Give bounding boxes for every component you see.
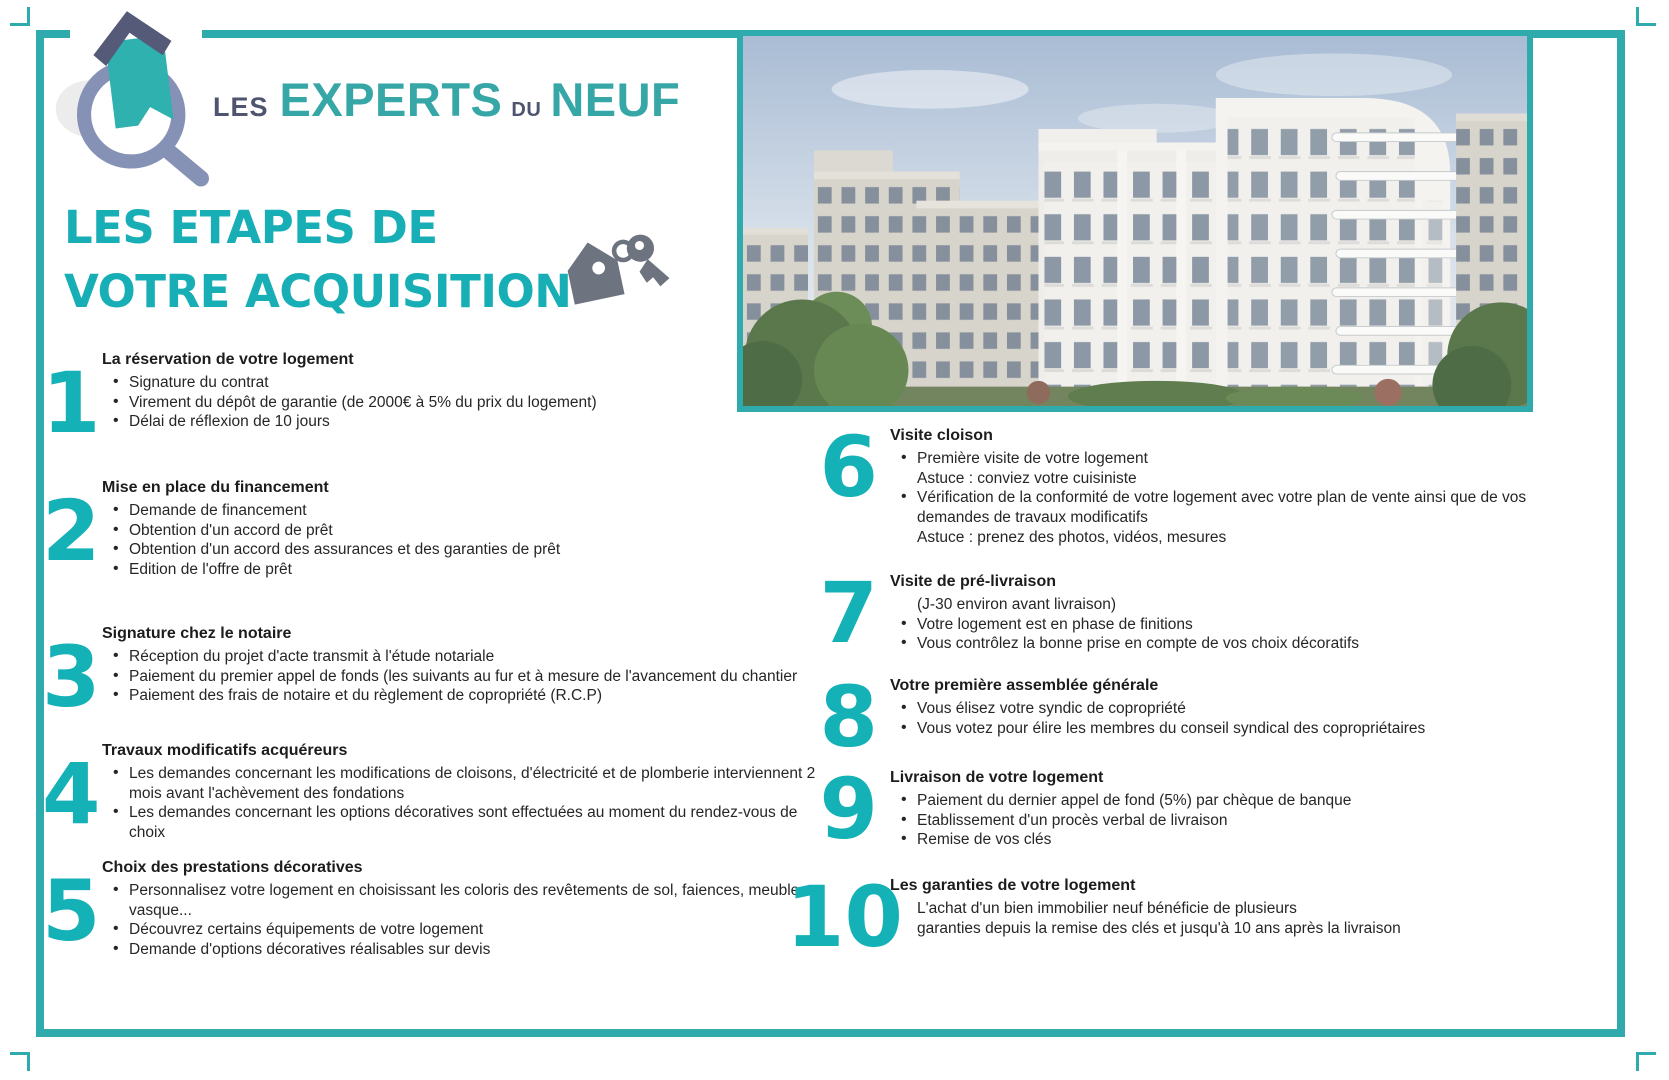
step-6-number: 6 xyxy=(819,418,878,516)
step-7-number: 7 xyxy=(819,564,878,662)
step-text-line: L'achat d'un bien immobilier neuf bénéficie de plusieurs xyxy=(917,900,1297,917)
step-bullet-item: • Vous contrôlez la bonne prise en compte de vos choix décoratifs xyxy=(890,634,1542,654)
step-bullet-item: • Première visite de votre logement xyxy=(890,449,1542,469)
step-9 xyxy=(786,760,1556,858)
step-6-items xyxy=(890,449,1542,547)
page-title-line1: LES ETAPES DE xyxy=(64,201,438,254)
step-bullet-item: • Edition de l'offre de prêt xyxy=(102,560,826,580)
step-1-number: 1 xyxy=(42,354,101,452)
step-text-line: (J-30 environ avant livraison) xyxy=(917,596,1117,613)
step-bullet-item: • Paiement des frais de notaire et du règlement de copropriété (R.C.P) xyxy=(102,686,826,706)
brand-experts: EXPERTS xyxy=(279,73,503,126)
step-bullet-item: • Délai de réflexion de 10 jours xyxy=(102,412,826,432)
corner-bracket-bottom-right xyxy=(1636,1052,1656,1071)
step-bullet-item: • Vous élisez votre syndic de copropriété xyxy=(890,699,1542,719)
corner-bracket-bottom-left xyxy=(10,1052,30,1071)
brand-les: LES xyxy=(213,92,269,122)
step-2-title: Mise en place du financement xyxy=(102,479,329,496)
step-bullet-item: • Obtention d'un accord des assurances et des garanties de prêt xyxy=(102,540,826,560)
step-bullet-item: • Remise de vos clés xyxy=(890,830,1542,850)
page-title-line2: VOTRE ACQUISITION xyxy=(64,264,572,318)
step-bullet-item: • Demande de financement xyxy=(102,501,826,521)
step-8-title: Votre première assemblée générale xyxy=(890,677,1159,694)
house-keychain-keys-icon xyxy=(556,220,674,315)
step-1 xyxy=(42,350,854,452)
step-bullet-item: • Les demandes concernant les options décoratives sont effectuées au moment du rendez-vous de choix xyxy=(102,803,826,842)
step-5-title: Choix des prestations décoratives xyxy=(102,859,363,876)
step-5 xyxy=(42,858,854,960)
step-3-title: Signature chez le notaire xyxy=(102,625,292,642)
step-9-title: Livraison de votre logement xyxy=(890,769,1104,786)
step-bullet-item: • Demande d'options décoratives réalisables sur devis xyxy=(102,940,826,960)
step-5-items xyxy=(102,881,826,960)
step-bullet-item: • Paiement du dernier appel de fond (5%) par chèque de banque xyxy=(890,791,1542,811)
step-bullet-item: • Découvrez certains équipements de votre logement xyxy=(102,920,826,940)
step-9-items xyxy=(890,791,1542,850)
house-magnifier-icon xyxy=(52,0,217,195)
brand-neuf: NEUF xyxy=(550,73,681,126)
step-bullet-item: • Vous votez pour élire les membres du conseil syndical des copropriétaires xyxy=(890,719,1542,739)
step-bullet-item: • Paiement du premier appel de fonds (les suivants au fur et à mesure de l'avancement du chantier xyxy=(102,667,826,687)
corner-bracket-top-right xyxy=(1636,7,1656,26)
step-bullet-item: • Personnalisez votre logement en choisissant les coloris des revêtements de sol, faiences, meuble vasque... xyxy=(102,881,826,920)
step-4-title: Travaux modificatifs acquéreurs xyxy=(102,742,348,759)
step-4-number: 4 xyxy=(42,745,101,843)
brand-wordmark xyxy=(213,72,680,127)
step-3 xyxy=(42,624,854,726)
corner-bracket-top-left xyxy=(10,7,30,26)
step-bullet-item: • Réception du projet d'acte transmit à l'étude notariale xyxy=(102,647,826,667)
step-2 xyxy=(42,478,854,580)
step-4-items xyxy=(102,764,826,843)
step-bullet-item: • Signature du contrat xyxy=(102,373,826,393)
step-7 xyxy=(786,564,1556,662)
step-text-line: garanties depuis la remise des clés et jusqu'à 10 ans après la livraison xyxy=(917,919,1401,937)
step-bullet-item: • Virement du dépôt de garantie (de 2000€ à 5% du prix du logement) xyxy=(102,393,826,413)
step-7-items xyxy=(890,595,1542,654)
step-bullet-item: • Etablissement d'un procès verbal de livraison xyxy=(890,811,1542,831)
step-1-title: La réservation de votre logement xyxy=(102,351,354,368)
step-6 xyxy=(786,418,1556,547)
step-bullet-item: • Vérification de la conformité de votre logement avec votre plan de vente ainsi que de vos demandes de travaux modificatifs xyxy=(890,488,1542,527)
step-4 xyxy=(42,741,854,843)
step-1-items xyxy=(102,373,826,432)
step-2-items xyxy=(102,501,826,580)
step-text-line: Astuce : conviez votre cuisiniste xyxy=(917,469,1137,487)
step-3-items xyxy=(102,647,826,706)
step-8 xyxy=(786,668,1556,766)
step-10 xyxy=(786,868,1556,966)
step-bullet-item: • Obtention d'un accord de prêt xyxy=(102,521,826,541)
page-title xyxy=(64,196,571,324)
step-bullet-item: • Votre logement est en phase de finitions xyxy=(890,615,1542,635)
step-10-title: Les garanties de votre logement xyxy=(890,877,1136,894)
step-5-number: 5 xyxy=(42,862,101,960)
brand-du: DU xyxy=(511,99,542,121)
step-2-number: 2 xyxy=(42,482,101,580)
step-text-line: Astuce : prenez des photos, vidéos, mesures xyxy=(917,528,1227,546)
step-8-number: 8 xyxy=(819,668,878,766)
step-bullet-item: • Les demandes concernant les modifications de cloisons, d'électricité et de plomberie interviennent 2 mois avant l'achèvement des fondations xyxy=(102,764,826,803)
step-8-items xyxy=(890,699,1542,738)
step-6-title: Visite cloison xyxy=(890,427,993,444)
step-10-number: 10 xyxy=(786,868,903,966)
step-3-number: 3 xyxy=(42,628,101,726)
step-7-title: Visite de pré-livraison xyxy=(890,573,1056,590)
new-building-photo xyxy=(737,30,1533,412)
step-9-number: 9 xyxy=(819,760,878,858)
step-10-items xyxy=(890,899,1542,938)
